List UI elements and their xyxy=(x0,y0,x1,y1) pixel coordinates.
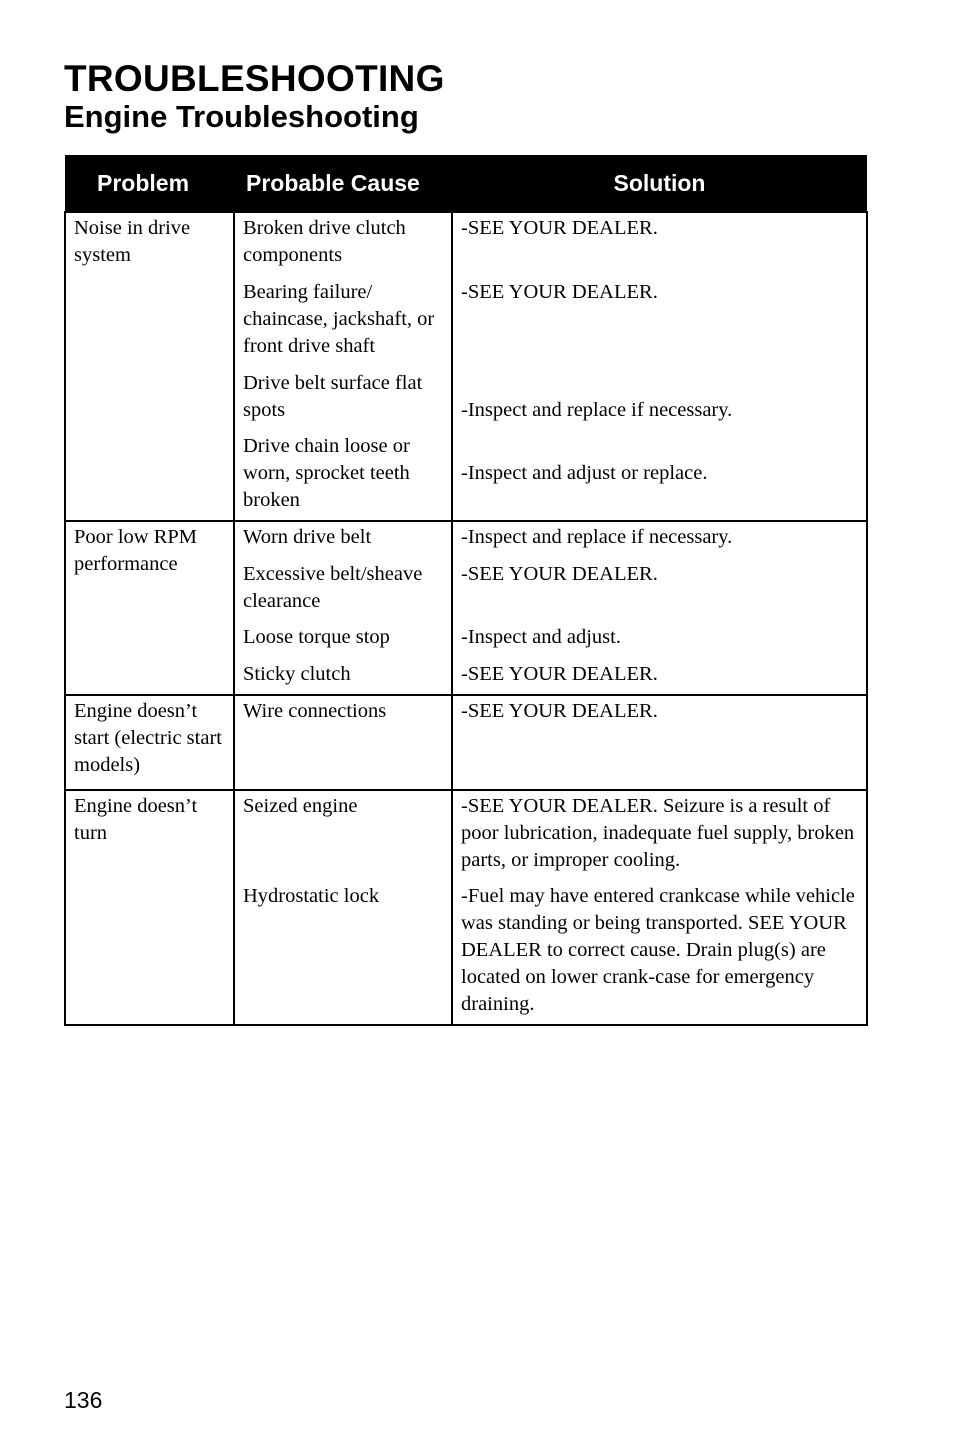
cause-cell xyxy=(234,790,452,1025)
page-title: TROUBLESHOOTING xyxy=(64,58,445,99)
cause-text: Hydrostatic lock xyxy=(243,885,380,907)
solution-cell xyxy=(452,212,867,521)
column-header-probable-cause: Probable Cause xyxy=(234,155,452,212)
column-header-solution: Solution xyxy=(452,155,867,212)
table-row xyxy=(65,212,867,521)
table-row xyxy=(65,695,867,790)
solution-cell xyxy=(452,790,867,1025)
cause-text: Seized engine xyxy=(243,795,358,817)
cause-text: Sticky clutch xyxy=(243,663,351,685)
cause-text: Bearing failure/ chaincase, jackshaft, or front drive shaft xyxy=(243,281,435,357)
table-header-row xyxy=(65,155,867,212)
cause-cell xyxy=(234,695,452,790)
solution-cell xyxy=(452,521,867,695)
solution-text: -SEE YOUR DEALER. xyxy=(461,217,658,239)
solution-cell xyxy=(452,695,867,790)
solution-text: -Fuel may have entered crankcase while vehicle was standing or being transported. SEE YOUR DEALER to correct cause. Drain plug(s) are located on lower crank-case for emergency draining. xyxy=(461,885,855,1015)
cause-text: Excessive belt/sheave clearance xyxy=(243,563,423,612)
solution-text: -SEE YOUR DEALER. xyxy=(461,281,658,303)
cause-cell xyxy=(234,521,452,695)
troubleshooting-table xyxy=(64,155,868,1026)
table-row xyxy=(65,521,867,695)
solution-text: -SEE YOUR DEALER. Seizure is a result of poor lubrication, inadequate fuel supply, broken parts, or improper cooling. xyxy=(461,795,855,871)
cause-text: Worn drive belt xyxy=(243,526,372,548)
cause-text: Wire connections xyxy=(243,700,387,722)
table-row xyxy=(65,790,867,1025)
solution-text: -Inspect and replace if necessary. xyxy=(461,526,733,548)
section-subtitle: Engine Troubleshooting xyxy=(64,99,419,134)
solution-text: -SEE YOUR DEALER. xyxy=(461,700,658,722)
problem-cell: Engine doesn’t start (electric start models) xyxy=(65,695,234,790)
column-header-problem: Problem xyxy=(65,155,234,212)
problem-cell: Poor low RPM performance xyxy=(65,521,234,695)
solution-text: -Inspect and replace if necessary. xyxy=(461,399,733,421)
solution-text: -SEE YOUR DEALER. xyxy=(461,563,658,585)
problem-cell: Engine doesn’t turn xyxy=(65,790,234,1025)
problem-cell: Noise in drive system xyxy=(65,212,234,521)
cause-text: Broken drive clutch components xyxy=(243,217,406,266)
cause-text: Drive chain loose or worn, sprocket teeth broken xyxy=(243,435,410,511)
cause-cell xyxy=(234,212,452,521)
solution-text: -Inspect and adjust. xyxy=(461,626,621,648)
solution-text: -SEE YOUR DEALER. xyxy=(461,663,658,685)
cause-text: Drive belt surface flat spots xyxy=(243,372,423,421)
solution-text: -Inspect and adjust or replace. xyxy=(461,462,708,484)
cause-text: Loose torque stop xyxy=(243,626,390,648)
page-number: 136 xyxy=(64,1387,103,1413)
